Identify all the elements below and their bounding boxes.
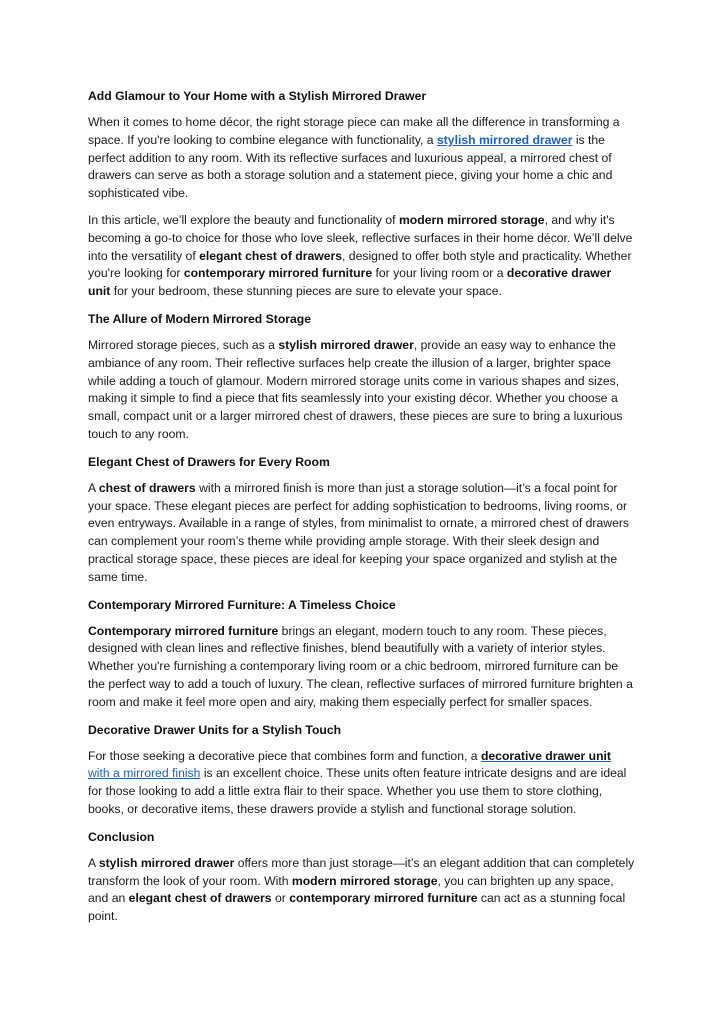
document-title: Add Glamour to Your Home with a Stylish Mirrored Drawer	[88, 89, 427, 103]
text-run: can act as a stunning focal point.	[88, 891, 626, 924]
bold-term: elegant chest of drawers	[199, 248, 343, 263]
allure-paragraph	[88, 337, 636, 444]
bold-term: stylish mirrored drawer	[98, 855, 235, 870]
text-run: , provide an easy way to enhance the ambiance of any room. Their reflective surfaces help create the illusion of a larger, brighter space while adding a touch of glamour. Modern mirrored storage units come in various shapes and sizes, making it simple to find a piece that fits seamlessly into your existing décor. Whether you choose a small, compact unit or a larger mirrored chest of drawers, these pieces are sure to bring a luxurious touch to any room.	[88, 337, 623, 441]
section-heading-conclusion: Conclusion	[88, 829, 155, 844]
text-run: A	[88, 855, 99, 870]
section-heading-allure: The Allure of Modern Mirrored Storage	[88, 311, 312, 326]
section-heading-decorative: Decorative Drawer Units for a Stylish Touch	[88, 722, 342, 737]
text-run: is an excellent choice. These units often feature intricate designs and are ideal for those looking to add a little extra flair to their space. Whether you use them to store clothing, books, or decorative items, these drawers provide a stylish and functional storage solution.	[88, 766, 627, 816]
document-page	[88, 87, 636, 935]
text-run: In this article, we’ll explore the beauty and functionality of	[88, 212, 399, 227]
text-run: , and why it's becoming a go-to choice for those who love sleek, reflective surfaces in their home décor. We’ll delve into the versatility of	[88, 212, 633, 263]
text-run: When it comes to home décor, the right storage piece can make all the difference in transforming a space. If you're looking to combine elegance with functionality, a	[88, 115, 620, 147]
bold-term: modern mirrored storage	[398, 212, 545, 227]
bold-term: elegant chest of drawers	[128, 891, 272, 906]
text-run: For those seeking a decorative piece that combines form and function, a	[88, 748, 481, 763]
text-run: with a mirrored finish is more than just a storage solution—it’s a focal point for your space. These elegant pieces are perfect for adding sophistication to bedrooms, living rooms, or even entryways. Available in a range of styles, from minimalist to ornate, a mirrored chest of drawers can complement your room’s theme while providing ample storage. With their sleek design and practical storage space, these pieces are ideal for keeping your space organized and stylish at the same time.	[88, 480, 629, 584]
text-run: for your living room or a	[372, 266, 507, 281]
text-run: , designed to offer both style and practicality. Whether you're looking for	[88, 248, 632, 281]
conclusion-paragraph	[88, 855, 636, 926]
bold-term: modern mirrored storage	[291, 873, 438, 888]
text-run: Mirrored storage pieces, such as a	[88, 337, 279, 352]
section-heading-contemporary: Contemporary Mirrored Furniture: A Timeless Choice	[88, 597, 396, 612]
text-run: for your bedroom, these stunning pieces are sure to elevate your space.	[110, 284, 502, 299]
intro-paragraph	[88, 114, 636, 203]
text-run: offers more than just storage—it’s an elegant addition that can completely transform the look of your room. With	[88, 855, 635, 888]
bold-term: Contemporary mirrored furniture	[88, 623, 279, 638]
text-run: is the perfect addition to any room. With its reflective surfaces and luxurious appeal, a mirrored chest of drawers can serve as both a storage solution and a statement piece, giving your home a chic and sophisticated vibe.	[88, 132, 613, 201]
text-run: A	[88, 480, 99, 495]
text-run: , you can brighten up any space, and an	[88, 873, 614, 906]
contemporary-paragraph	[88, 623, 636, 712]
link-bold-part: decorative drawer unit	[480, 748, 611, 763]
bold-term: decorative drawer unit	[88, 266, 612, 299]
section-heading-chest: Elegant Chest of Drawers for Every Room	[88, 454, 330, 469]
stylish-mirrored-drawer-link[interactable]: stylish mirrored drawer	[436, 132, 573, 147]
link-rest-part: with a mirrored finish	[88, 766, 201, 781]
chest-paragraph	[88, 480, 636, 587]
bold-term: contemporary mirrored furniture	[289, 891, 478, 906]
text-run: brings an elegant, modern touch to any room. These pieces, designed with clean lines and reflective finishes, blend beautifully with a variety of interior styles. Whether you're furnishing a contemporary living room or a chic bedroom, mirrored furniture can be the perfect way to add a touch of luxury. The clean, reflective surfaces of mirrored furniture brighten a room and make it feel more open and airy, making them especially perfect for smaller spaces.	[88, 623, 633, 709]
overview-paragraph	[88, 212, 636, 301]
text-run: or	[271, 891, 290, 906]
bold-term: chest of drawers	[98, 480, 196, 495]
bold-term: contemporary mirrored furniture	[183, 266, 373, 281]
bold-term: stylish mirrored drawer	[278, 337, 414, 352]
decorative-paragraph	[88, 748, 636, 819]
